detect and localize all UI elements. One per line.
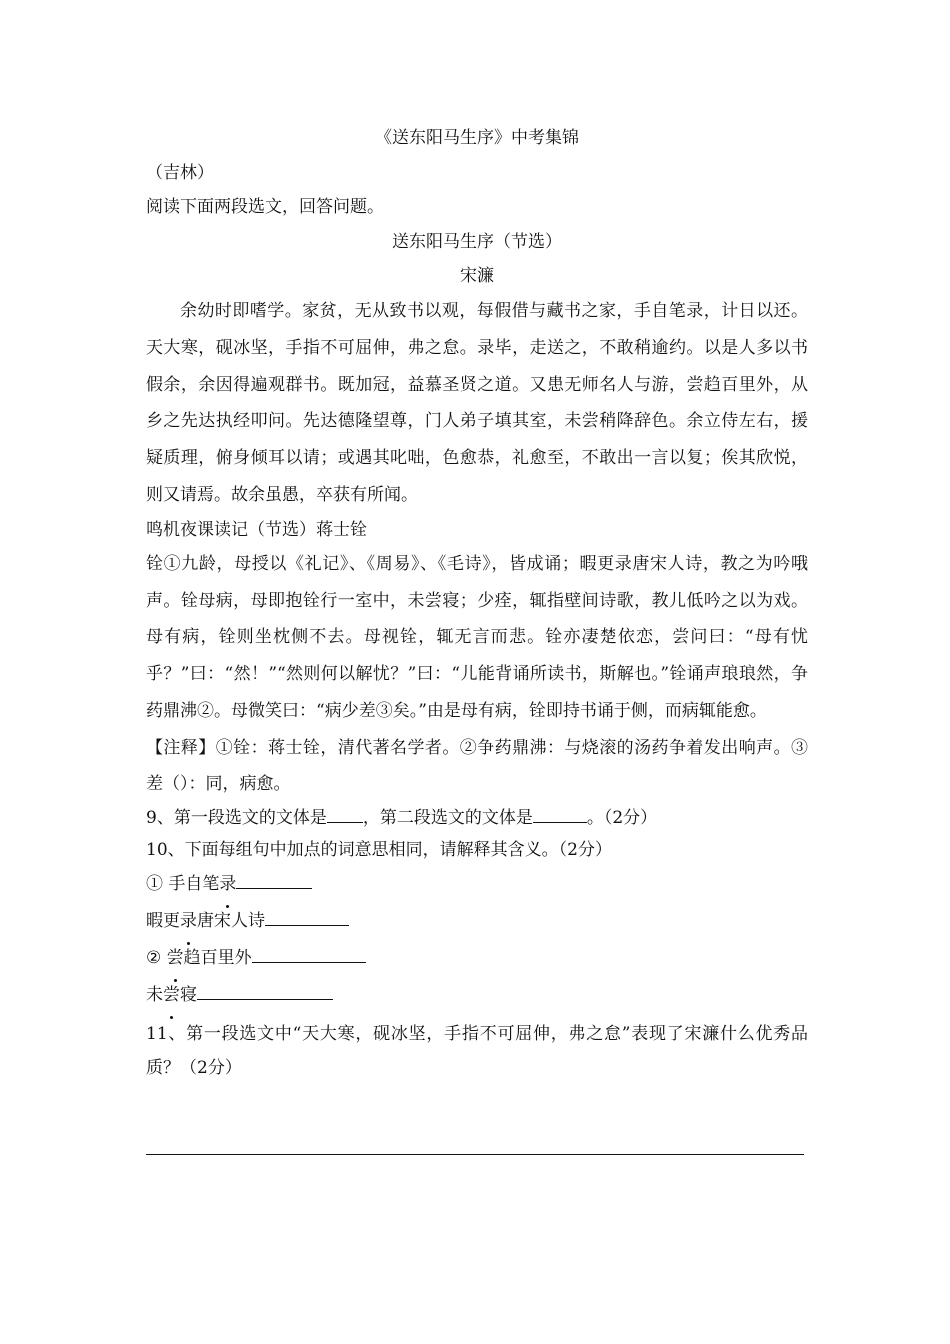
passage1-author: 宋濂 [460,266,494,286]
q10-item1b-blank[interactable] [265,905,349,926]
passage2-heading: 鸣机夜课读记（节选）蒋士铨 [146,519,367,540]
q9-text-1: 9、第一段选文的文体是 [146,807,327,828]
q10-item2a-text: ② [146,947,167,968]
q10-item2b-blank[interactable] [197,979,333,1000]
passage1-title: 送东阳马生序（节选） [392,232,562,252]
q10-item1a-text: ① 手自笔 [146,873,220,894]
q9-text-2: ，第二段选文的文体是 [362,807,533,828]
q10-item2a-suffix: 趋百里外 [183,947,252,968]
q10-item2b-suffix: 寝 [180,984,197,1005]
q10-item2a-blank[interactable] [252,942,366,963]
question-10-item-2a [146,940,808,977]
passage2-text: 铨①九龄，母授以《礼记》、《周易》、《毛诗》，皆成诵；暇更录唐宋人诗，教之为吟哦声。铨母病，母即抱铨行一室中，未尝寝；少痊，辄指壁间诗歌，教儿低吟之以为戏。母有病，铨则坐枕侧不去。母视铨，辄无言而悲。铨亦凄楚依恋，尝问曰：“母有忧乎？”曰：“然！”“然则何以解忧？”曰：“儿能背诵所读书，斯解也。”铨诵声琅琅然，争药鼎沸②。母微笑曰：“病少差③矣。”由是母有病，铨即持书诵于侧，而病辄能愈。 [146,553,808,721]
document-title: 《送东阳马生序》中考集锦 [375,128,579,148]
document-page [146,118,808,1085]
question-10-prompt: 10、下面每组句中加点的词意思相同，请解释其含义。（2分） [146,839,612,860]
question-10-item-2b [146,977,808,1014]
annotation-notes: 【注释】①铨：蒋士铨，清代著名学者。②争药鼎沸：与烧滚的汤药争着发出响声。③差（）：同，病愈。 [146,737,808,794]
reading-instruction: 阅读下面两段选文，回答问题。 [146,197,384,217]
q10-item2b-dotted-word: 尝 [163,977,180,1014]
q9-text-3: 。（2分） [586,807,658,828]
q9-blank-2[interactable] [533,802,587,823]
question-10-item-1a [146,866,808,903]
q10-item1b-dotted-word: 录 [180,903,197,940]
q10-item1b-text: 暇更 [146,910,180,931]
question-10-item-1b [146,903,808,940]
passage1-text: 余幼时即嗜学。家贫，无从致书以观，每假借与藏书之家，手自笔录，计日以还。天大寒，砚冰坚，手指不可屈伸，弗之怠。录毕，走送之，不敢稍逾约。以是人多以书假余，余因得遍观群书。既加冠，益慕圣贤之道。又患无师名人与游，尝趋百里外，从乡之先达执经叩问。先达德隆望尊，门人弟子填其室，未尝稍降辞色。余立侍左右，援疑质理，俯身倾耳以请；或遇其叱咄，色愈恭，礼愈至，不敢出一言以复；俟其欣悦，则又请焉。故余虽愚，卒获有所闻。 [146,301,808,505]
answer-line[interactable] [146,1154,804,1155]
q10-item2b-text: 未 [146,984,163,1005]
region-label: （吉林） [146,163,214,183]
q10-item1b-suffix: 唐宋人诗 [197,910,265,931]
q10-item1a-dotted-word: 录 [219,866,236,903]
q10-item1a-blank[interactable] [236,868,312,889]
question-9 [146,802,808,834]
q10-item2a-dotted-word: 尝 [167,940,184,977]
question-11: 11、第一段选文中“天大寒，砚冰坚，手指不可屈伸，弗之怠”表现了宋濂什么优秀品质？（2分） [146,1023,808,1078]
q9-blank-1[interactable] [327,802,363,823]
